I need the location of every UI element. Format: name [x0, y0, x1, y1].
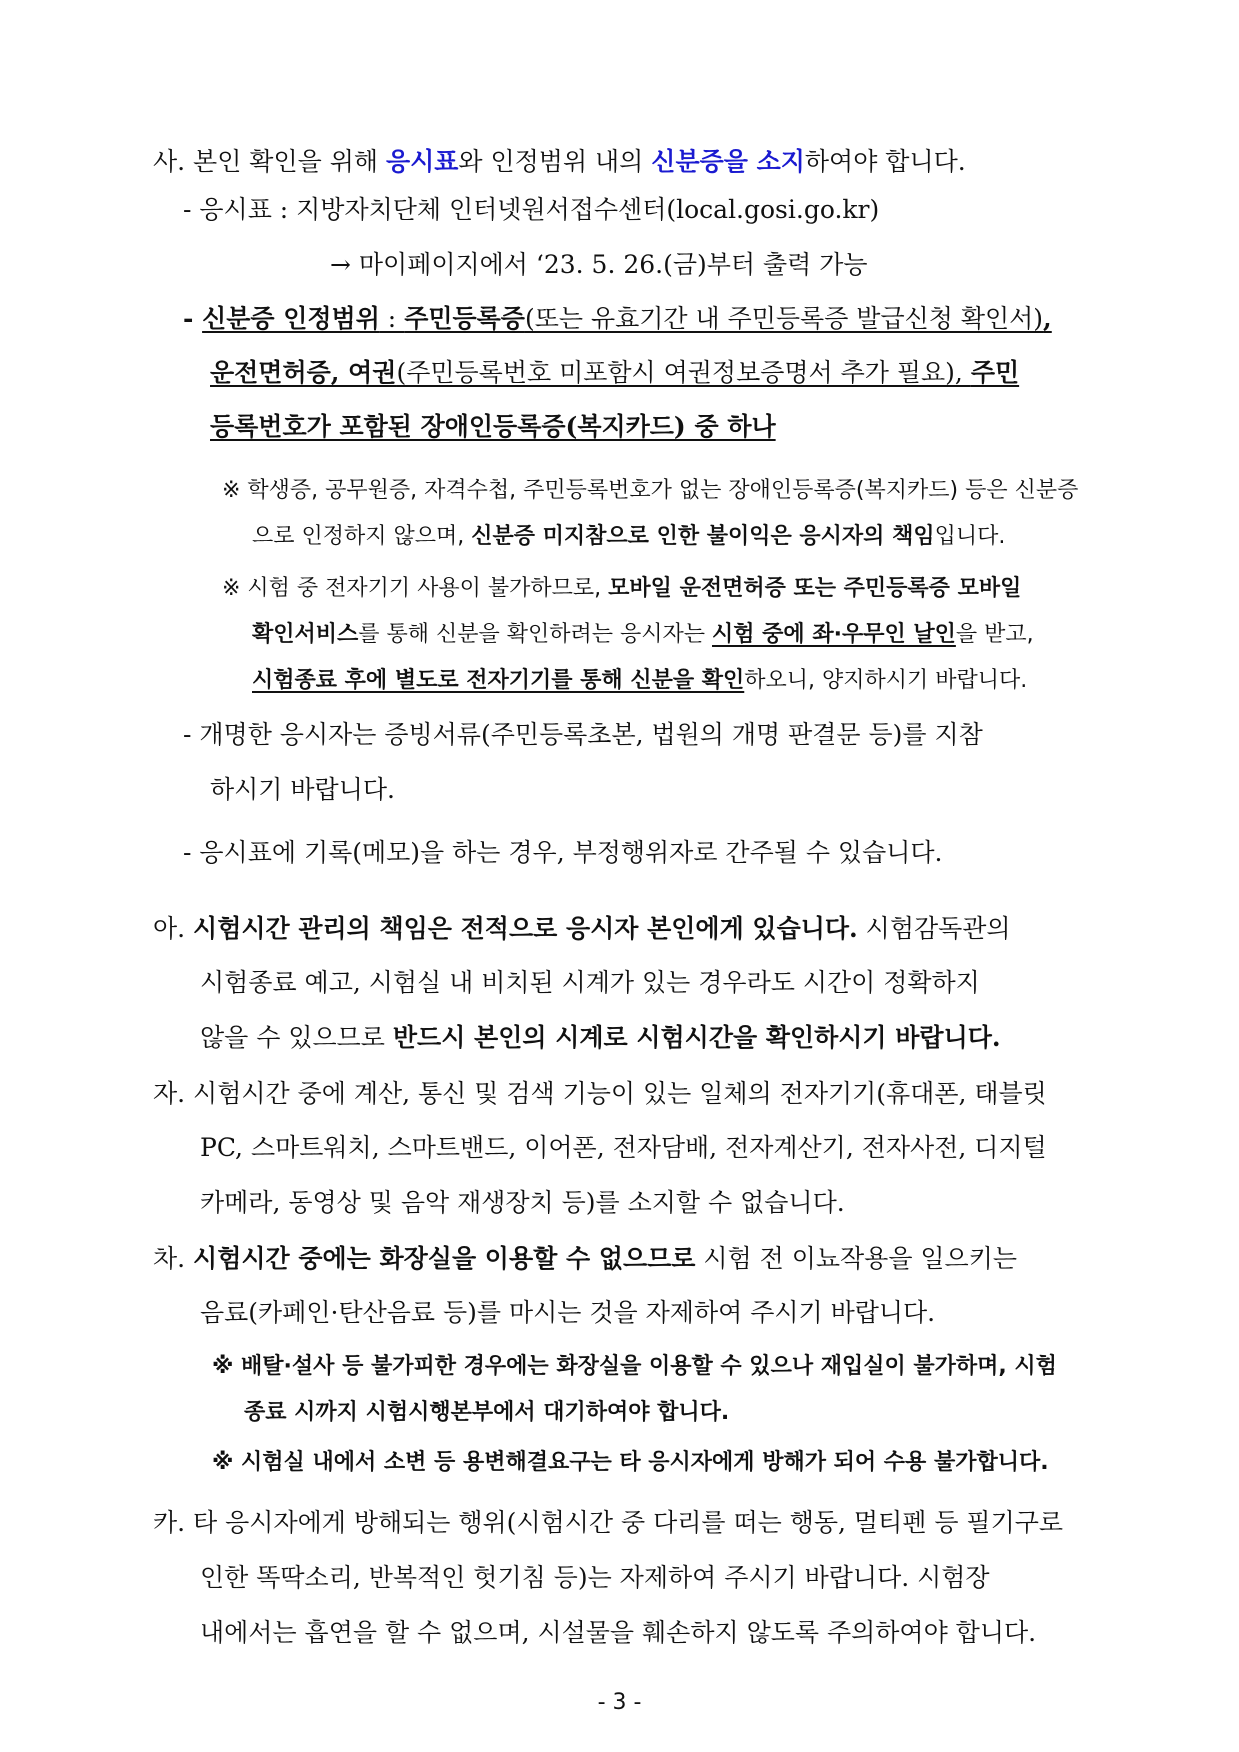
section-a-line2: 시험종료 예고, 시험실 내 비치된 시계가 있는 경우라도 시간이 정확하지 [200, 968, 980, 997]
memo-warning-line: - 응시표에 기록(메모)을 하는 경우, 부정행위자로 간주될 수 있습니다. [183, 838, 943, 867]
section-ja-line1: 자. 시험시간 중에 계산, 통신 및 검색 기능이 있는 일체의 전자기기(휴대폰, 태블릿 [153, 1079, 1047, 1108]
note-mobile-id-line1: ※ 시험 중 전자기기 사용이 불가하므로, 모바일 운전면허증 또는 주민등록증 모바일 [222, 576, 1022, 601]
section-ka-line1: 카. 타 응시자에게 방해되는 행위(시험시간 중 다리를 떠는 행동, 멀티펜 등 필기구로 [153, 1508, 1064, 1537]
note-id-cards-line1: ※ 학생증, 공무원증, 자격수첩, 주민등록번호가 없는 장애인등록증(복지카드) 등은 신분증 [222, 478, 1079, 503]
section-ka-line3: 내에서는 흡연을 할 수 없으며, 시설물을 훼손하지 않도록 주의하여야 합니다. [200, 1618, 1037, 1647]
page-number: - 3 - [597, 1690, 642, 1715]
section-cha-line2: 음료(카페인·탄산음료 등)를 마시는 것을 자제하여 주시기 바랍니다. [200, 1298, 936, 1327]
note-restroom-line2: 종료 시까지 시험시행본부에서 대기하여야 합니다. [244, 1400, 730, 1425]
section-sa-line1: 사. 본인 확인을 위해 응시표와 인정범위 내의 신분증을 소지하여야 합니다. [153, 147, 966, 176]
section-ja-line2: PC, 스마트워치, 스마트밴드, 이어폰, 전자담배, 전자계산기, 전자사전, 디지털 [200, 1133, 1047, 1162]
note-restroom-request: ※ 시험실 내에서 소변 등 용변해결요구는 타 응시자에게 방해가 되어 수용 불가합니다. [212, 1450, 1049, 1475]
id-range-line1: - 신분증 인정범위 : 주민등록증(또는 유효기간 내 주민등록증 발급신청 확인서), [183, 304, 1052, 333]
note-mobile-id-line3: 시험종료 후에 별도로 전자기기를 통해 신분을 확인하오니, 양지하시기 바랍니다. [252, 668, 1028, 693]
admission-ticket-line: - 응시표 : 지방자치단체 인터넷원서접수센터(local.gosi.go.kr) [183, 195, 880, 224]
id-range-line2: 운전면허증, 여권(주민등록번호 미포함시 여권정보증명서 추가 필요), 주민 [210, 358, 1020, 387]
id-range-line3: 등록번호가 포함된 장애인등록증(복지카드) 중 하나 [210, 412, 776, 441]
print-availability-line: → 마이페이지에서 ‘23. 5. 26.(금)부터 출력 가능 [330, 250, 868, 279]
rename-line2: 하시기 바랍니다. [210, 775, 395, 804]
note-restroom-line1: ※ 배탈·설사 등 불가피한 경우에는 화장실을 이용할 수 있으나 재입실이 불가하며, 시험 [212, 1354, 1057, 1379]
section-ja-line3: 카메라, 동영상 및 음악 재생장치 등)를 소지할 수 없습니다. [200, 1188, 845, 1217]
note-id-cards-line2: 으로 인정하지 않으며, 신분증 미지참으로 인한 불이익은 응시자의 책임입니다. [252, 524, 1006, 549]
section-ka-line2: 인한 똑딱소리, 반복적인 헛기침 등)는 자제하여 주시기 바랍니다. 시험장 [200, 1563, 990, 1592]
section-a-line1: 아. 시험시간 관리의 책임은 전적으로 응시자 본인에게 있습니다. 시험감독관의 [153, 914, 1011, 943]
rename-line1: - 개명한 응시자는 증빙서류(주민등록초본, 법원의 개명 판결문 등)를 지참 [183, 720, 983, 749]
note-mobile-id-line2: 확인서비스를 통해 신분을 확인하려는 응시자는 시험 중에 좌·우무인 날인을 받고, [252, 622, 1034, 647]
section-a-line3: 않을 수 있으므로 반드시 본인의 시계로 시험시간을 확인하시기 바랍니다. [200, 1023, 1001, 1052]
section-cha-line1: 차. 시험시간 중에는 화장실을 이용할 수 없으므로 시험 전 이뇨작용을 일으키는 [153, 1244, 1018, 1273]
